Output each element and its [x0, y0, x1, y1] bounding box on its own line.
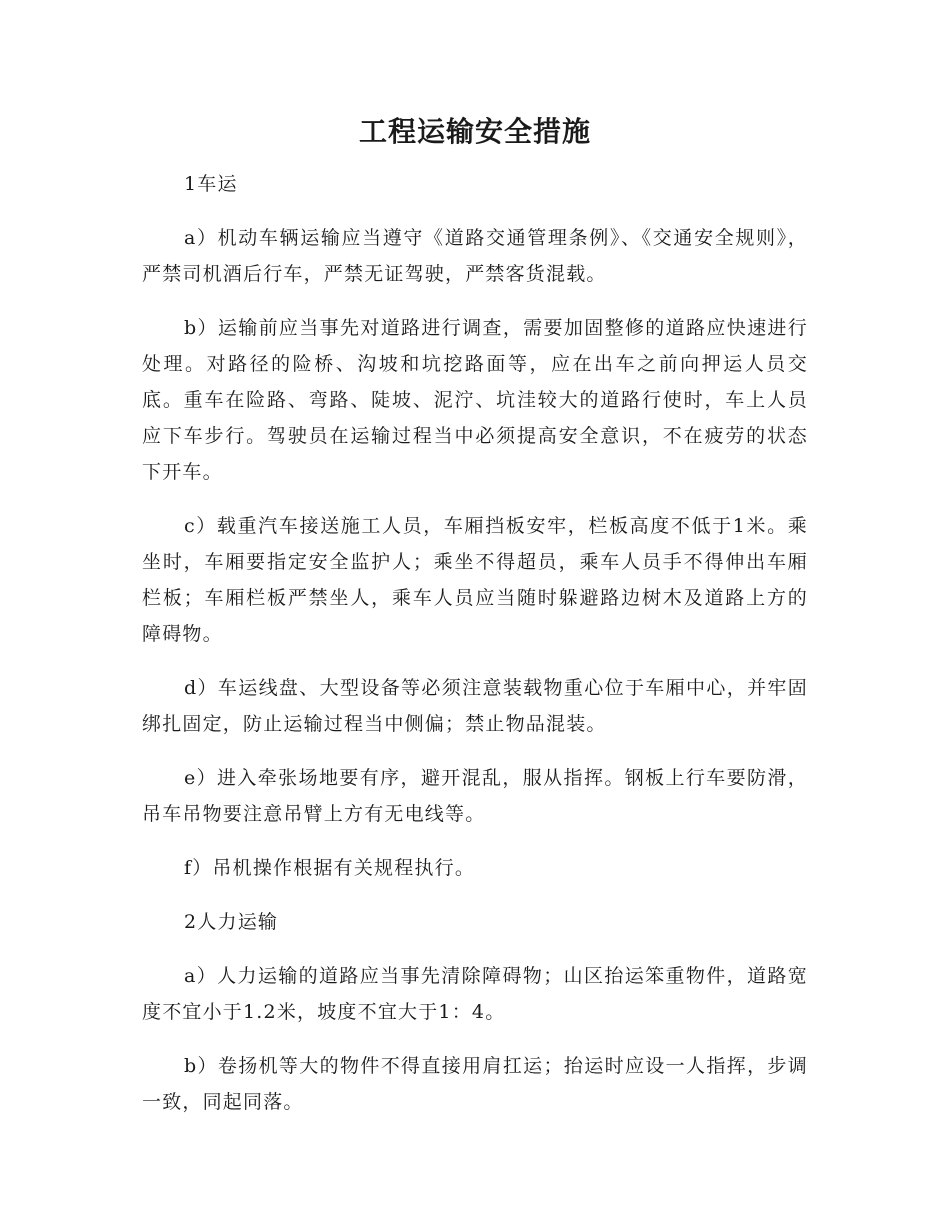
- paragraph-manual-a: a）人力运输的道路应当事先清除障碍物；山区抬运笨重物件，道路宽度不宜小于1.2米，坡度不宜大于1：4。: [142, 965, 808, 1023]
- paragraph-vehicle-e: e）进入牵张场地要有序，避开混乱，服从指挥。钢板上行车要防滑，吊车吊物要注意吊臂上方有无电线等。: [142, 767, 808, 825]
- paragraph-vehicle-d: d）车运线盘、大型设备等必须注意装载物重心位于车厢中心，并牢固绑扎固定，防止运输过程当中侧偏；禁止物品混装。: [142, 677, 808, 735]
- paragraph-vehicle-c: c）载重汽车接送施工人员，车厢挡板安牢，栏板高度不低于1米。乘坐时，车厢要指定安全监护人；乘坐不得超员，乘车人员手不得伸出车厢栏板；车厢栏板严禁坐人，乘车人员应当随时躲避路边树木及道路上方的障碍物。: [142, 515, 808, 645]
- paragraph-manual-b: b）卷扬机等大的物件不得直接用肩扛运；抬运时应设一人指挥，步调一致，同起同落。: [142, 1055, 808, 1113]
- document-body: [142, 166, 808, 1138]
- paragraph-vehicle-f: f）吊机操作根据有关规程执行。: [184, 857, 476, 879]
- page-title: 工程运输安全措施: [358, 115, 591, 148]
- section-heading-manual: 2人力运输: [184, 911, 279, 933]
- paragraph-vehicle-a: a）机动车辆运输应当遵守《道路交通管理条例》、《交通安全规则》，严禁司机酒后行车，严禁无证驾驶，严禁客货混载。: [142, 227, 808, 285]
- paragraph-vehicle-b: b）运输前应当事先对道路进行调查，需要加固整修的道路应快速进行处理。对路径的险桥、沟坡和坑挖路面等，应在出车之前向押运人员交底。重车在险路、弯路、陡坡、泥泞、坑洼较大的道路行使时，车上人员应下车步行。驾驶员在运输过程当中必须提高安全意识，不在疲劳的状态下开车。: [142, 317, 808, 483]
- section-heading-vehicle: 1车运: [184, 173, 238, 195]
